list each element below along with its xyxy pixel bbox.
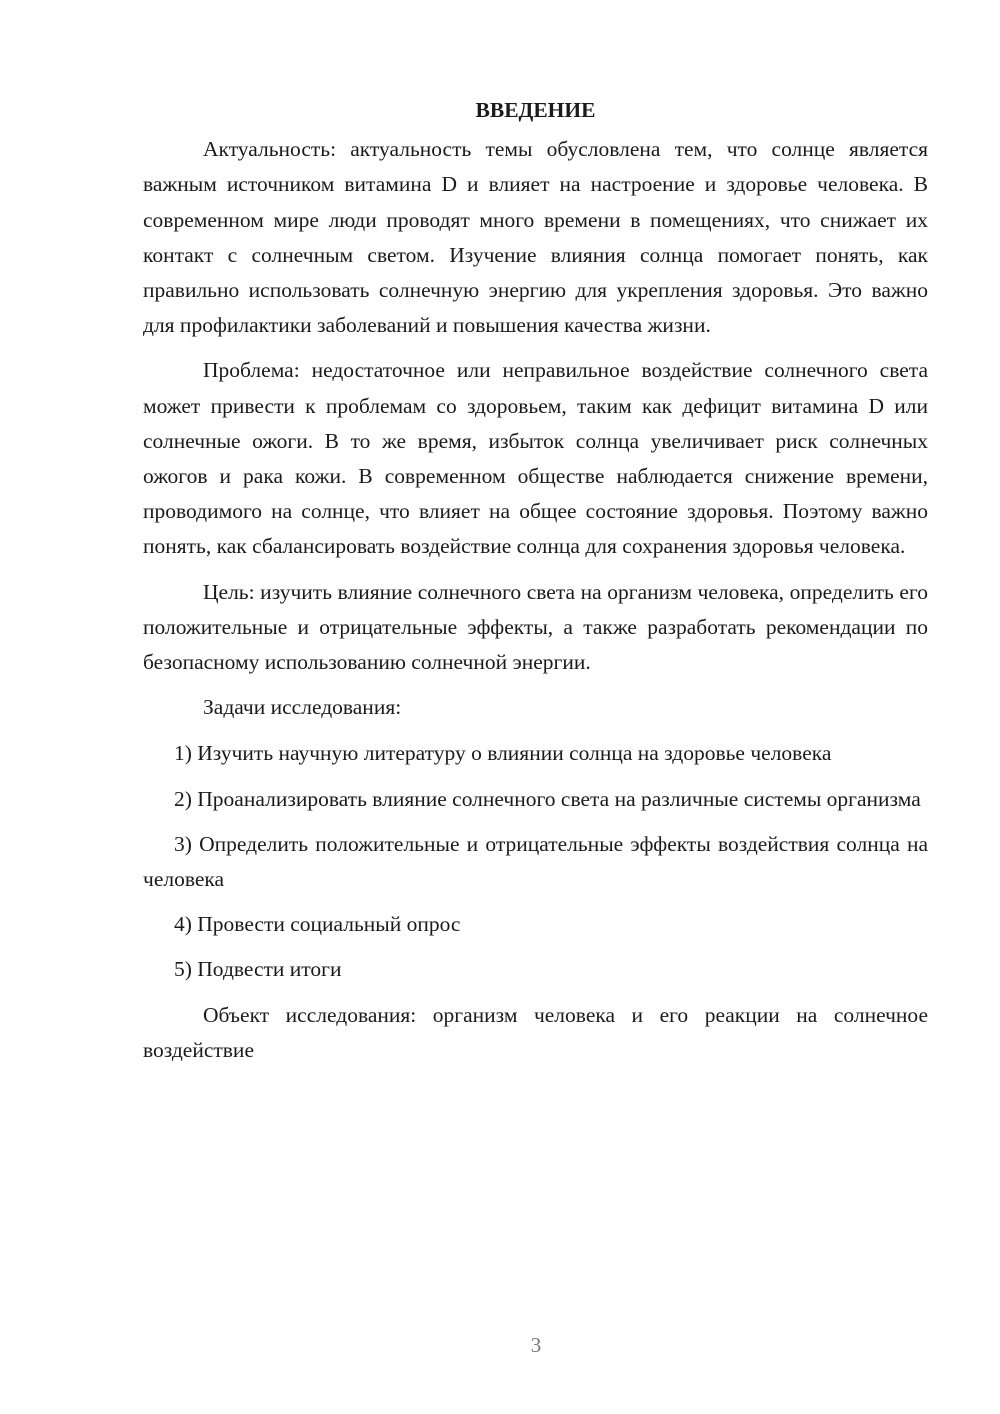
page-content	[143, 93, 928, 1078]
paragraph-goal: Цель: изучить влияние солнечного света на организм человека, определить его положительные и отрицательные эффекты, а также разработать рекомендации по безопасному использованию солнечной энергии.	[143, 579, 928, 675]
task-item: 3) Определить положительные и отрицательные эффекты воздействия солнца на человека	[143, 831, 928, 892]
section-title: ВВЕДЕНИЕ	[475, 98, 596, 122]
task-item: 4) Провести социальный опрос	[174, 912, 461, 937]
task-item: 2) Проанализировать влияние солнечного света на различные системы организма	[174, 786, 921, 811]
paragraph-relevance: Актуальность: актуальность темы обусловлена тем, что солнце является важным источником витамина D и влияет на настроение и здоровье человека. В современном мире люди проводят много времени в помещениях, что снижает их контакт с солнечным светом. Изучение влияния солнца помогает понять, как правильно использовать солнечную энергию для укрепления здоровья. Это важно для профилактики заболеваний и повышения качества жизни.	[143, 137, 928, 338]
paragraph-problem: Проблема: недостаточное или неправильное воздействие солнечного света может привести к проблемам со здоровьем, таким как дефицит витамина D или солнечные ожоги. В то же время, избыток солнца увеличивает риск солнечных ожогов и рака кожи. В современном обществе наблюдается снижение времени, проводимого на солнце, что влияет на общее состояние здоровья. Поэтому важно понять, как сбалансировать воздействие солнца для сохранения здоровья человека.	[143, 358, 928, 559]
tasks-heading: Задачи исследования:	[203, 695, 402, 720]
page-number: 3	[530, 1333, 542, 1357]
paragraph-object: Объект исследования: организм человека и его реакции на солнечное воздействие	[143, 1002, 928, 1062]
task-item: 1) Изучить научную литературу о влиянии солнца на здоровье человека	[174, 741, 832, 766]
task-item: 5) Подвести итоги	[174, 957, 342, 982]
